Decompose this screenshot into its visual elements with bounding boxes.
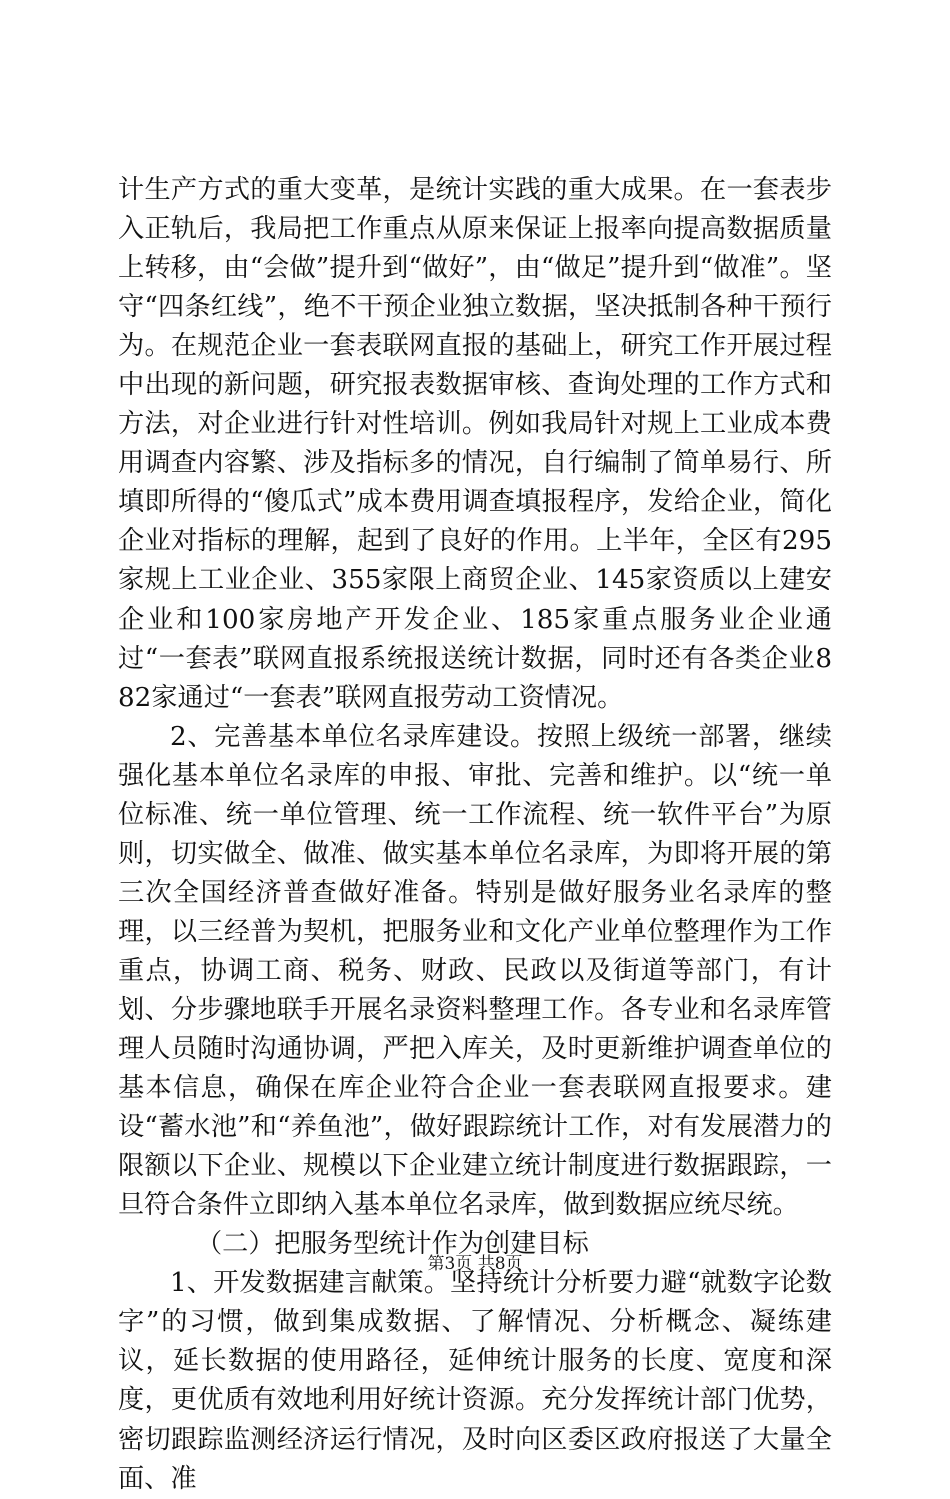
document-body — [118, 171, 832, 1499]
paragraph-directory-database: 2、完善基本单位名录库建设。按照上级统一部署，继续强化基本单位名录库的申报、审批、完善和维护。以“统一单位标准、统一单位管理、统一工作流程、统一软件平台”为原则，切实做全、做准、做实基本单位名录库，为即将开展的第三次全国经济普查做好准备。特别是做好服务业名录库的整理，以三经普为契机，把服务业和文化产业单位整理作为工作重点，协调工商、税务、财政、民政以及街道等部门，有计划、分步骤地联手开展名录资料整理工作。各专业和名录库管理人员随时沟通协调，严把入库关，及时更新维护调查单位的基本信息，确保在库企业符合企业一套表联网直报要求。建设“蓄水池”和“养鱼池”，做好跟踪统计工作，对有发展潜力的限额以下企业、规模以下企业建立统计制度进行数据跟踪，一旦符合条件立即纳入基本单位名录库，做到数据应统尽统。 — [118, 721, 832, 1221]
paragraph-data-advice: 1、开发数据建言献策。坚持统计分析要力避“就数字论数字”的习惯，做到集成数据、了解情况、分析概念、凝练建议，延长数据的使用路径，延伸统计服务的长度、宽度和深度，更优质有效地利用好统计资源。充分发挥统计部门优势，密切跟踪监测经济运行情况，及时向区委区政府报送了大量全面、准 — [118, 1268, 832, 1494]
paragraph-continuation: 计生产方式的重大变革，是统计实践的重大成果。在一套表步入正轨后，我局把工作重点从原来保证上报率向提高数据质量上转移，由“会做”提升到“做好”，由“做足”提升到“做准”。坚守“四条红线”，绝不干预企业独立数据，坚决抵制各种干预行为。在规范企业一套表联网直报的基础上，研究工作开展过程中出现的新问题，研究报表数据审核、查询处理的工作方式和方法，对企业进行针对性培训。例如我局针对规上工业成本费用调查内容繁、涉及指标多的情况，自行编制了简单易行、所填即所得的“傻瓜式”成本费用调查填报程序，发给企业，简化企业对指标的理解，起到了良好的作用。上半年，全区有295家规上工业企业、355家限上商贸企业、145家资质以上建安企业和100家房地产开发企业、185家重点服务业企业通过“一套表”联网直报系统报送统计数据，同时还有各类企业882家通过“一套表”联网直报劳动工资情况。 — [118, 175, 832, 713]
page-footer: 第3页 共8页 — [427, 1254, 523, 1274]
section-heading: （二）把服务型统计作为创建目标 — [196, 1229, 589, 1260]
